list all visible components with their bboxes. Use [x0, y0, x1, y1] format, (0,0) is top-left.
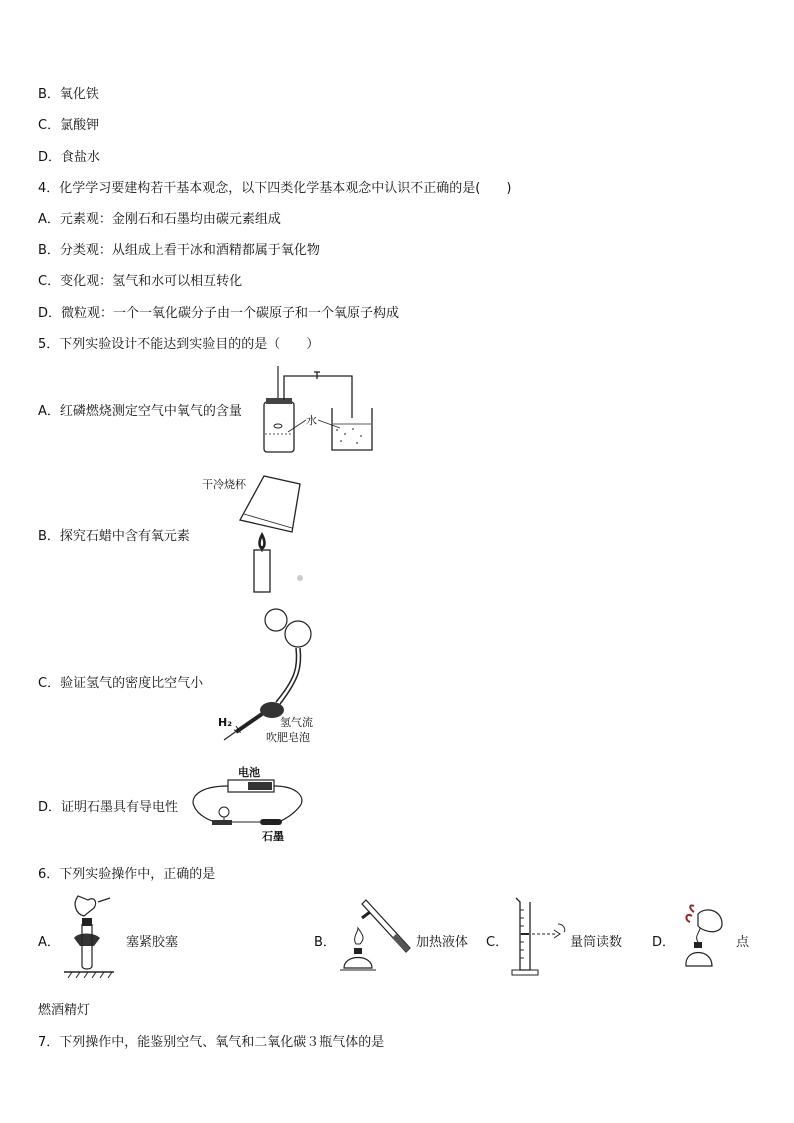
q5-option-c: C．验证氢气的密度比空气小 — [38, 676, 204, 691]
q4-option-d: D．微粒观：一个一氧化碳分子由一个碳原子和一个氧原子构成 — [38, 306, 400, 321]
q4-option-b: B．分类观：从组成上看干冰和酒精都属于氧化物 — [38, 243, 320, 258]
q3-option-d: D．食盐水 — [38, 150, 101, 165]
q6-text-b: 加热液体 — [416, 935, 469, 950]
hydrogen-flow-label: 氢气流 — [280, 716, 313, 729]
q6-letter-a: A． — [38, 935, 60, 950]
hydrogen-soap-bubble-figure — [216, 606, 326, 746]
q6-text-d-part2: 燃酒精灯 — [38, 1003, 91, 1018]
water-label: 水 — [306, 414, 317, 427]
q3-option-c: C．氯酸钾 — [38, 118, 100, 133]
lighting-alcohol-lamp-figure — [676, 902, 732, 972]
h2-label: H₂ — [218, 716, 233, 729]
blow-soap-bubble-label: 吹肥皂泡 — [266, 731, 310, 744]
q6-text-d-part1: 点 — [736, 935, 750, 950]
q6-text-a: 塞紧胶塞 — [126, 935, 179, 950]
q4-option-a: A．元素观：金刚石和石墨均由碳元素组成 — [38, 212, 281, 227]
q7-stem: 7．下列操作中，能鉴别空气、氧气和二氧化碳３瓶气体的是 — [38, 1035, 385, 1050]
dry-cold-beaker-label: 干冷烧杯 — [202, 478, 246, 491]
candle-beaker-figure — [200, 470, 310, 600]
q6-letter-b: B． — [314, 935, 336, 950]
q5-option-b: B．探究石蜡中含有氧元素 — [38, 529, 190, 544]
q6-stem: 6．下列实验操作中，正确的是 — [38, 867, 216, 882]
q4-stem: 4．化学学习要建构若干基本观念，以下四类化学基本观念中认识不正确的是( ) — [38, 181, 512, 196]
q6-letter-c: C． — [486, 935, 509, 950]
graduated-cylinder-figure — [508, 894, 568, 978]
graphite-circuit-figure — [188, 764, 308, 844]
battery-label: 电池 — [238, 766, 260, 779]
q6-text-c: 量筒读数 — [570, 935, 623, 950]
q5-stem: 5．下列实验设计不能达到实验目的的是（ ） — [38, 337, 320, 352]
graphite-label: 石墨 — [262, 830, 284, 843]
heating-liquid-figure — [336, 894, 416, 974]
q5-option-d: D．证明石墨具有导电性 — [38, 800, 179, 815]
q3-option-b: B．氧化铁 — [38, 87, 99, 102]
q4-option-c: C．变化观：氢气和水可以相互转化 — [38, 274, 243, 289]
q6-letter-d: D． — [652, 935, 676, 950]
red-phosphorus-apparatus-figure — [256, 362, 378, 458]
stopper-test-tube-figure — [64, 894, 114, 978]
q5-option-a: A．红磷燃烧测定空气中氧气的含量 — [38, 404, 242, 419]
